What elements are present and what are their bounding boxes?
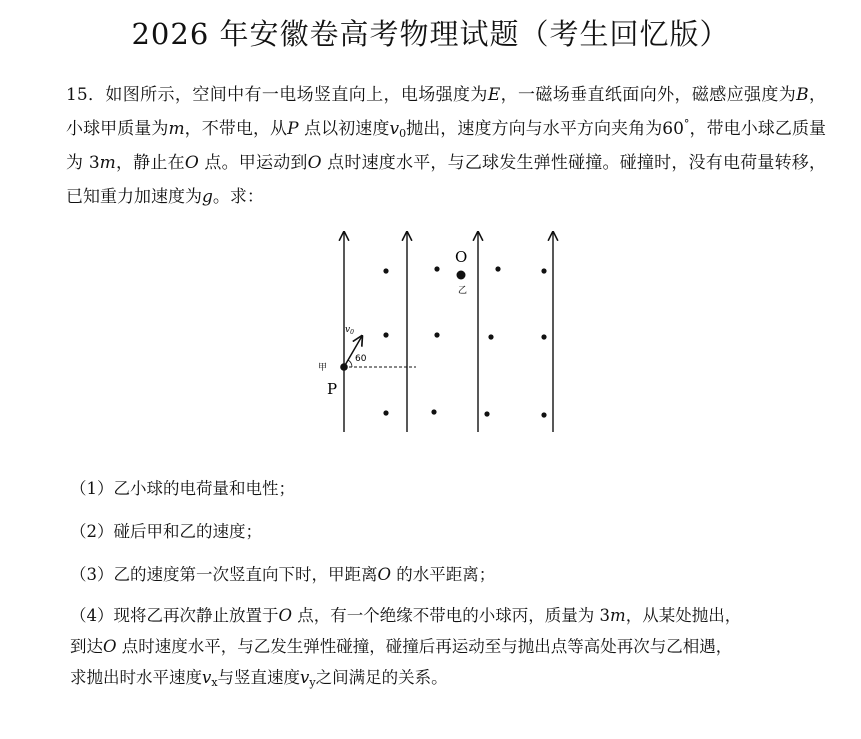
label-v-sub: 0 — [350, 329, 354, 336]
text: 之间满足的关系。 — [315, 668, 448, 687]
var-m: m — [610, 606, 626, 625]
field-dot — [434, 332, 439, 337]
text: 点以初速度 — [298, 119, 390, 139]
question-4-line-2 — [70, 631, 830, 662]
field-dot — [383, 332, 388, 337]
var-O: O — [278, 606, 293, 625]
problem-statement — [66, 78, 826, 214]
ball-yi — [457, 271, 466, 280]
var-m: m — [168, 119, 185, 139]
var-O: O — [377, 565, 392, 584]
text: 的水平距离； — [391, 565, 496, 584]
page-title: 2026 年安徽卷高考物理试题（考生回忆版） — [131, 17, 730, 51]
field-dot — [431, 409, 436, 414]
text: 点，有一个绝缘不带电的小球丙，质量为 3 — [292, 606, 611, 625]
question-4-line-1 — [70, 600, 830, 631]
field-dot — [434, 266, 439, 271]
var-v0-sub: 0 — [399, 127, 407, 140]
var-O: O — [307, 153, 322, 173]
text: ，一磁场垂直纸面向外，磁感应强 — [500, 85, 762, 105]
text: （3）乙的速度第一次竖直向下时，甲距离 — [70, 565, 378, 584]
field-dot — [484, 411, 489, 416]
text: 带电小球乙质量为 3 — [66, 119, 827, 173]
field-dot — [488, 334, 493, 339]
text: 点时速度水平，与乙球发生弹性碰撞。碰 — [321, 153, 637, 173]
text: 撞时，没有电荷量转移，已知重力加速度为 — [66, 153, 827, 207]
text: 。求： — [212, 187, 264, 207]
field-dot — [383, 410, 388, 415]
var-B: B — [796, 85, 809, 105]
text: 求抛出时水平速度 — [70, 668, 202, 687]
ball-jia — [340, 363, 348, 371]
text: 度为 — [761, 85, 797, 105]
label-yi: 乙 — [458, 286, 468, 296]
text: ，从某处抛出， — [625, 606, 742, 625]
electric-field-lines — [344, 232, 553, 432]
field-dot — [541, 412, 546, 417]
label-P: P — [327, 380, 338, 398]
text: 点。甲运动到 — [198, 153, 308, 173]
var-vx: v — [202, 668, 212, 687]
question-4-line-3 — [70, 662, 830, 693]
field-dot — [495, 266, 500, 271]
text: 抛出，速度方向与水平方向夹角为60 — [406, 119, 684, 139]
var-v0: v — [389, 119, 400, 139]
var-E: E — [487, 85, 501, 105]
label-jia: 甲 — [318, 363, 328, 373]
label-angle: 60 — [355, 354, 367, 364]
field-diagram — [300, 222, 590, 442]
var-vy-sub: y — [309, 676, 316, 689]
text: （4）现将乙再次静止放置于 — [70, 606, 279, 625]
angle-arc — [348, 360, 352, 367]
field-dot — [383, 268, 388, 273]
degree-sign: ° — [683, 117, 690, 131]
question-2: （2）碰后甲和乙的速度； — [70, 522, 262, 541]
question-4 — [70, 600, 830, 693]
text: 点时速度水平，与乙发生弹性碰撞，碰撞后再运动至与抛出点等高处再次与乙相遇， — [116, 637, 733, 656]
label-O: O — [455, 248, 468, 266]
question-3 — [70, 560, 495, 590]
field-dot — [541, 334, 546, 339]
text: ，小球甲质量为 — [66, 85, 827, 139]
text: ，不带电，从 — [184, 119, 288, 139]
text: 如图所示，空间中有一电场竖直向上，电场强度为 — [105, 85, 488, 105]
var-vx-sub: x — [211, 676, 218, 689]
label-v: v — [345, 325, 351, 335]
text: 与竖直速度 — [217, 668, 301, 687]
text: 到达 — [70, 637, 103, 656]
question-1: （1）乙小球的电荷量和电性； — [70, 479, 295, 498]
text: ，静止在 — [115, 153, 185, 173]
var-P: P — [287, 119, 299, 139]
problem-number: 15． — [66, 85, 106, 105]
var-vy: v — [300, 668, 310, 687]
var-O: O — [184, 153, 199, 173]
var-g: g — [202, 187, 213, 207]
label-v0 — [345, 325, 354, 336]
field-dot — [541, 268, 546, 273]
text: ， — [689, 119, 707, 139]
var-O: O — [103, 637, 117, 656]
var-m: m — [99, 153, 116, 173]
